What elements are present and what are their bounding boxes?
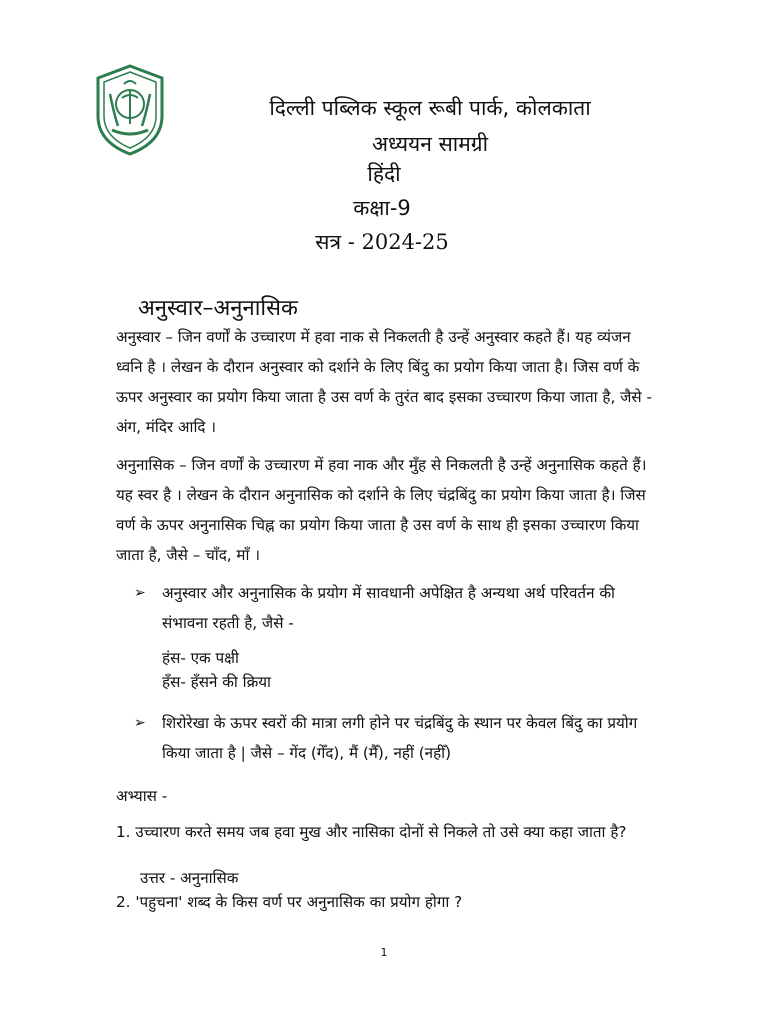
- session-title: सत्र - 2024-25: [315, 230, 449, 254]
- answer-1: उत्तर - अनुनासिक: [140, 869, 239, 887]
- exercise-heading: अभ्यास -: [116, 787, 168, 805]
- page-number: 1: [380, 946, 388, 959]
- section-title: अनुस्वार–अनुनासिक: [138, 296, 298, 321]
- subject-title: हिंदी: [367, 162, 401, 186]
- arrow-bullet-icon: ➢: [134, 585, 146, 601]
- example-line: हँस- हँसने की क्रिया: [162, 673, 271, 691]
- example-line: हंस- एक पक्षी: [162, 649, 239, 667]
- class-title: कक्षा-9: [353, 196, 411, 220]
- anusvar-paragraph: अनुस्वार – जिन वर्णों के उच्चारण में हवा नाक से निकलती है उन्हें अनुस्वार कहते हैं। यह व्यंजन ध्वनि है । लेखन के दौरान अनुस्वार को दर्शाने के लिए बिंदु का प्रयोग किया जाता है। जिस वर्ण के ऊपर अनुस्वार का प्रयोग किया जाता है उस वर्ण के तुरंत बाद इसका उच्चारण किया जाता है, जैसे - अंग, मंदिर आदि ।: [116, 328, 652, 436]
- arrow-bullet-icon: ➢: [134, 715, 146, 731]
- bullet-text: अनुस्वार और अनुनासिक के प्रयोग में सावधानी अपेक्षित है अन्यथा अर्थ परिवर्तन की संभावना रहती है, जैसे -: [162, 584, 615, 632]
- school-name: दिल्ली पब्लिक स्कूल रूबी पार्क, कोलकाता: [269, 96, 591, 120]
- bullet-text: शिरोरेखा के ऊपर स्वरों की मात्रा लगी होने पर चंद्रबिंदु के स्थान पर केवल बिंदु का प्रयोग किया जाता है | जैसे – गेंद (गेँद), मैं (मैँ), नहीं (नहीँ): [162, 714, 638, 762]
- school-emblem-logo: [94, 64, 166, 156]
- material-title: अध्ययन सामग्री: [371, 132, 489, 156]
- bullet-item: [134, 708, 654, 768]
- anunasik-paragraph: अनुनासिक – जिन वर्णों के उच्चारण में हवा नाक और मुँह से निकलती है उन्हें अनुनासिक कहते हैं। यह स्वर है । लेखन के दौरान अनुनासिक को दर्शाने के लिए चंद्रबिंदु का प्रयोग किया जाता है। जिस वर्ण के ऊपर अनुनासिक चिह्न का प्रयोग किया जाता है उस वर्ण के साथ ही इसका उच्चारण किया जाता है, जैसे – चाँद, माँ ।: [116, 456, 647, 564]
- bullet-item: [134, 578, 654, 638]
- question-1: 1. उच्चारण करते समय जब हवा मुख और नासिका दोनों से निकले तो उसे क्या कहा जाता है?: [116, 823, 627, 841]
- question-2: 2. 'पहुचना' शब्द के किस वर्ण पर अनुनासिक का प्रयोग होगा ?: [116, 893, 463, 911]
